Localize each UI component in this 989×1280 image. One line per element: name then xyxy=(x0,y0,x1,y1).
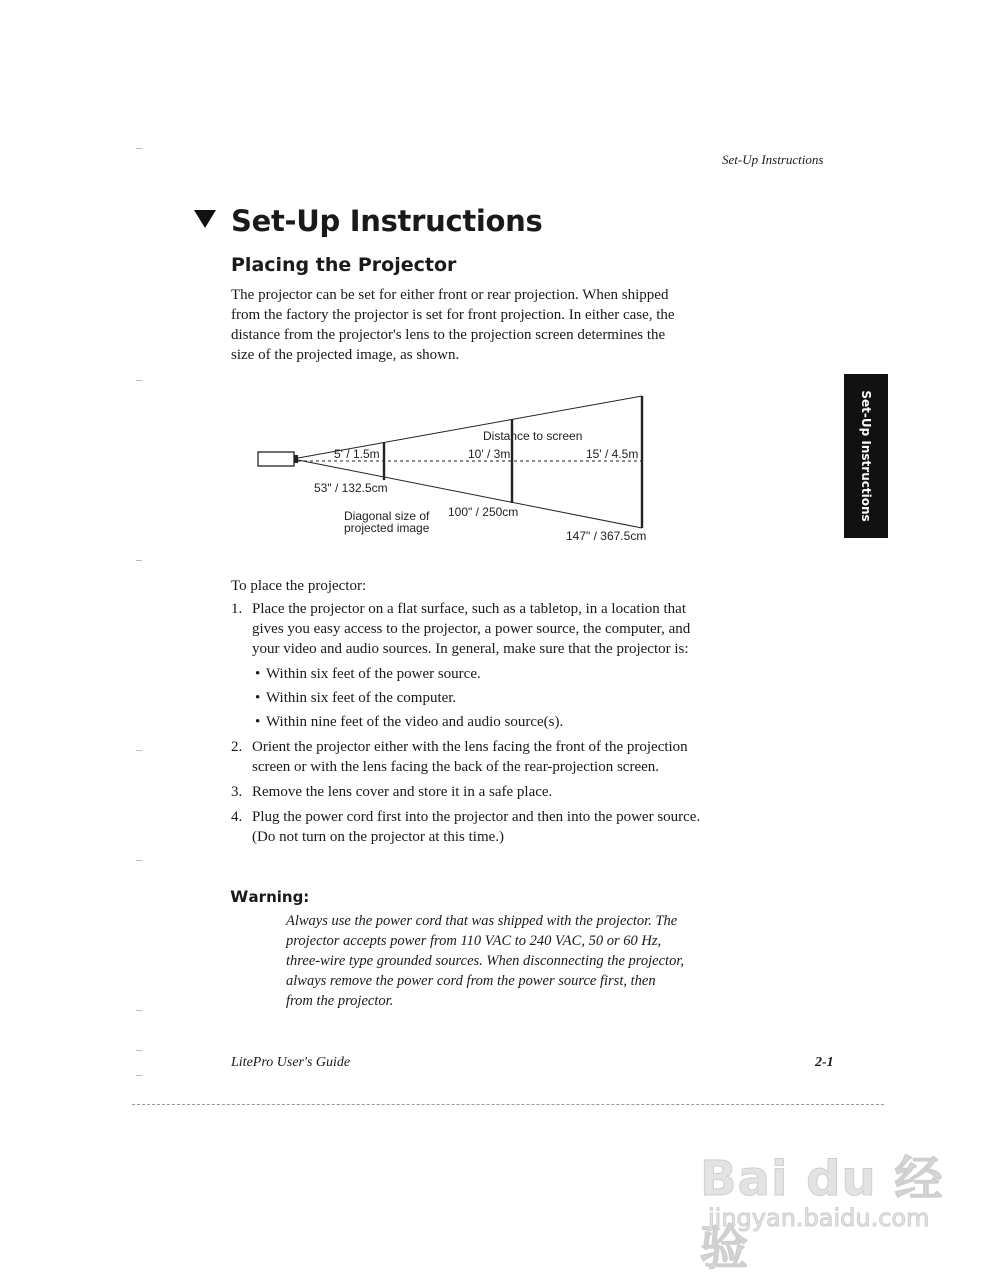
step-text: Place the projector on a flat surface, such as a tabletop, in a location that gives you easy access to the projector, a power source, the computer, and your video and audio sources. In general, make sure that the projector is: xyxy=(252,601,691,657)
projector-lens-icon xyxy=(294,455,298,463)
list-item xyxy=(252,664,701,684)
warning-label: arning: xyxy=(248,888,310,906)
bullet-icon: • xyxy=(255,666,261,682)
scan-border-line xyxy=(132,1104,884,1106)
page-title: Set-Up Instructions xyxy=(231,204,543,238)
margin-mark xyxy=(136,560,142,561)
watermark-logo: Bai du 经验 xyxy=(700,1151,944,1276)
warning-heading xyxy=(231,888,309,906)
step-item xyxy=(231,807,701,847)
diagonal-caption-line2: projected image xyxy=(344,521,430,535)
diagonal-147in: 147" / 367.5cm xyxy=(566,529,647,543)
distance-5ft: 5' / 1.5m xyxy=(334,447,380,461)
warning-icon: W xyxy=(230,887,249,907)
diagonal-53in: 53" / 132.5cm xyxy=(314,481,388,495)
step-item xyxy=(231,599,701,732)
margin-mark xyxy=(136,148,142,149)
projection-diagram xyxy=(250,388,670,548)
step-number: 1. xyxy=(231,601,243,617)
step-number: 2. xyxy=(231,739,243,755)
distance-label: Distance to screen xyxy=(483,429,583,443)
steps-lead: To place the projector: xyxy=(231,578,367,594)
step-text: Plug the power cord first into the projector and then into the power source. (Do not turn on the projector at this time.) xyxy=(252,809,701,845)
step-item xyxy=(231,782,701,802)
bullet-text: Within six feet of the computer. xyxy=(266,690,457,706)
diagonal-100in: 100" / 250cm xyxy=(448,505,519,519)
section-heading: Placing the Projector xyxy=(231,254,457,276)
step-number: 3. xyxy=(231,784,243,800)
list-item xyxy=(252,712,701,732)
list-item xyxy=(252,688,701,708)
side-tab-label: Set-Up Instructions xyxy=(859,390,873,522)
running-head: Set-Up Instructions xyxy=(722,152,824,167)
bullet-text: Within nine feet of the video and audio source(s). xyxy=(266,714,564,730)
diagonal-caption-line1: Diagonal size of xyxy=(344,509,430,523)
step-number: 4. xyxy=(231,809,243,825)
watermark-url: jingyan.baidu.com xyxy=(708,1204,930,1232)
placement-bullets xyxy=(252,664,701,732)
distance-10ft: 10' / 3m xyxy=(468,447,511,461)
triangle-bullet-icon xyxy=(194,210,216,228)
margin-mark xyxy=(136,1050,142,1051)
distance-15ft: 15' / 4.5m xyxy=(586,447,639,461)
margin-mark xyxy=(136,1075,142,1076)
steps-list xyxy=(231,599,701,852)
bullet-icon: • xyxy=(255,714,261,730)
margin-mark xyxy=(136,860,142,861)
step-item xyxy=(231,737,701,777)
projector-icon xyxy=(258,452,294,466)
page-number: 2-1 xyxy=(815,1055,834,1070)
footer-guide-title: LitePro User's Guide xyxy=(231,1055,351,1070)
bullet-text: Within six feet of the power source. xyxy=(266,666,481,682)
warning-text: Always use the power cord that was shipped with the projector. The projector accepts power from 110 VAC to 240 VAC, 50 or 60 Hz, three-wire type grounded sources. When disconnecting the projector, always remove the power cord from the power source first, then from the projector. xyxy=(286,913,684,1009)
bullet-icon: • xyxy=(255,690,261,706)
step-text: Remove the lens cover and store it in a safe place. xyxy=(252,784,553,800)
watermark xyxy=(700,1140,960,1276)
margin-mark xyxy=(136,380,142,381)
margin-mark xyxy=(136,750,142,751)
margin-mark xyxy=(136,1010,142,1011)
step-text: Orient the projector either with the lens facing the front of the projection screen or with the lens facing the back of the rear-projection screen. xyxy=(252,739,688,775)
side-tab xyxy=(844,374,888,538)
intro-paragraph: The projector can be set for either front or rear projection. When shipped from the factory the projector is set for front projection. In either case, the distance from the projector's lens to the projection screen determines the size of the projected image, as shown. xyxy=(231,287,675,363)
